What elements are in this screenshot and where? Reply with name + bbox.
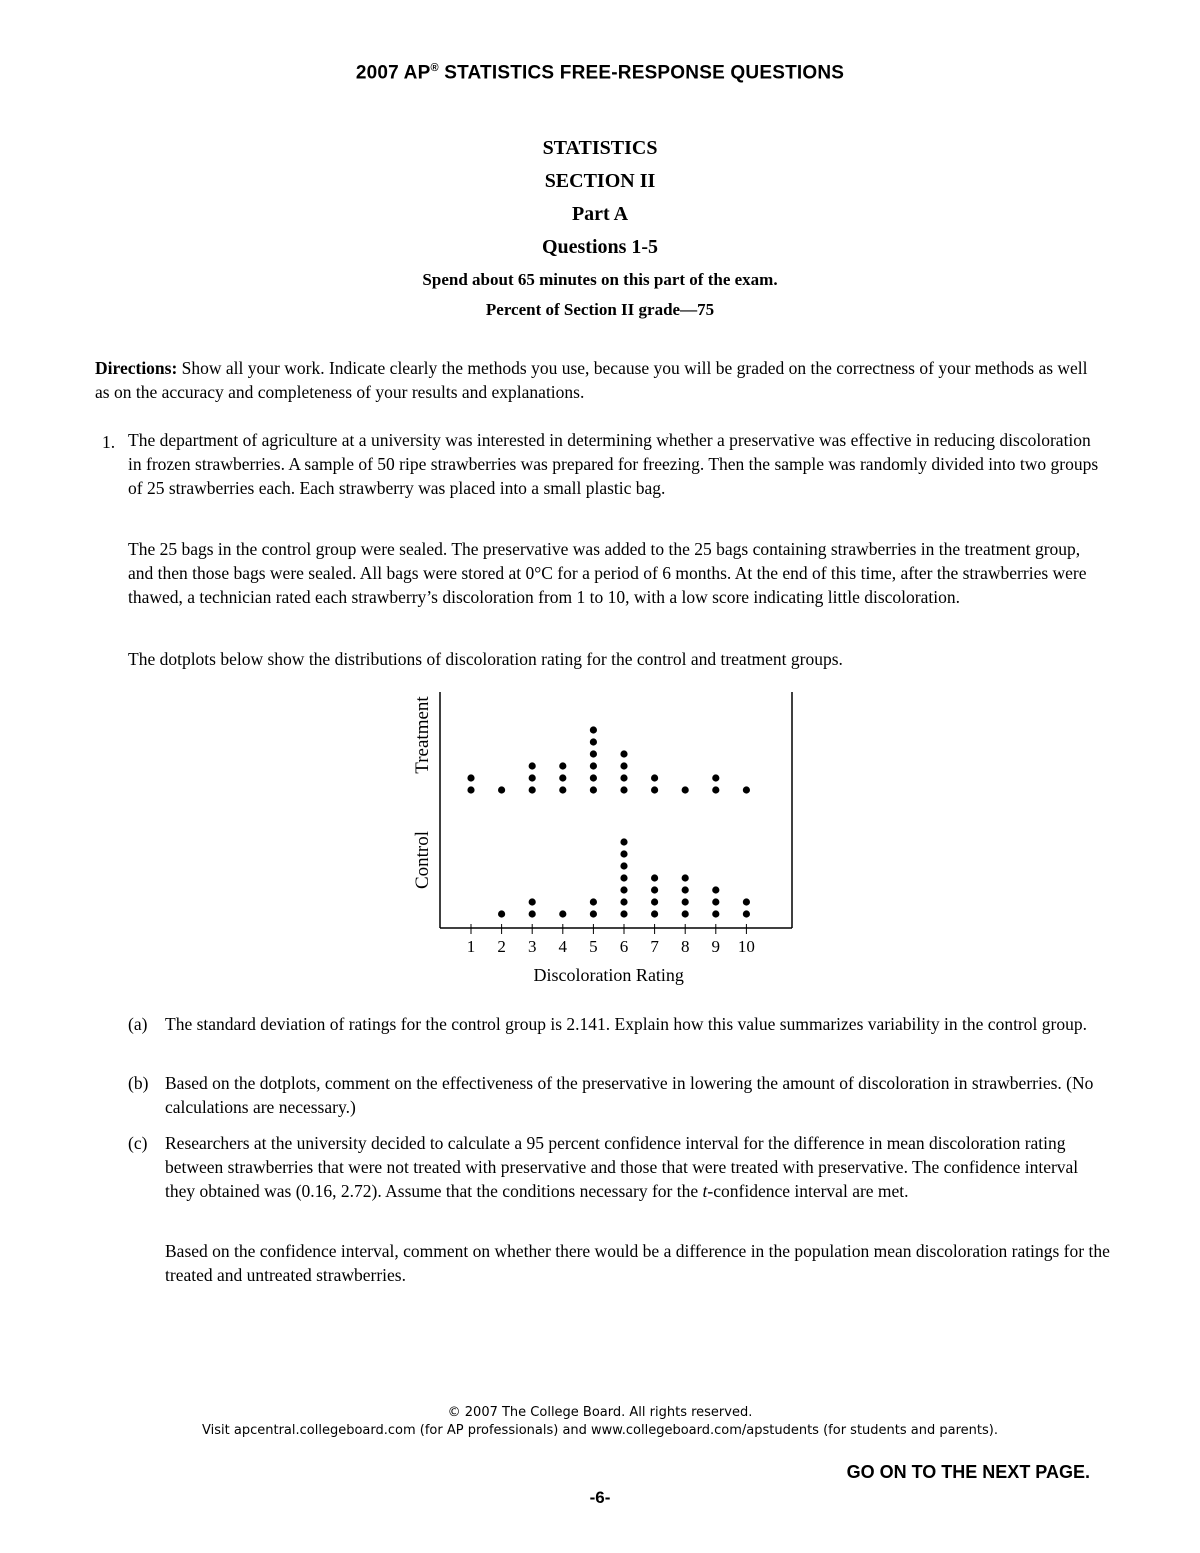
treatment-dot xyxy=(529,762,536,769)
section-title: SECTION II xyxy=(544,170,656,192)
treatment-dot xyxy=(559,774,566,781)
treatment-dot xyxy=(682,786,689,793)
next-page-notice: GO ON TO THE NEXT PAGE. xyxy=(846,1462,1090,1482)
control-dot xyxy=(620,862,627,869)
part-c-text-1 xyxy=(165,1131,1110,1203)
part-c-text-1-post: -confidence interval are met. xyxy=(707,1181,909,1201)
treatment-dot xyxy=(620,762,627,769)
treatment-dot xyxy=(620,774,627,781)
control-dot xyxy=(620,910,627,917)
part-c-text-2: Based on the confidence interval, comment on whether there would be a difference in the population mean discoloration ratings for the treated and untreated strawberries. xyxy=(165,1241,1110,1285)
treatment-dot xyxy=(590,738,597,745)
visit-note: Visit apcentral.collegeboard.com (for AP professionals) and www.collegeboard.com/apstudents (for students and parents). xyxy=(202,1423,998,1438)
control-dot xyxy=(590,898,597,905)
x-tick-label: 5 xyxy=(589,937,598,956)
treatment-dot xyxy=(590,762,597,769)
control-dot xyxy=(712,898,719,905)
control-dot xyxy=(620,898,627,905)
control-dot xyxy=(529,898,536,905)
header-title-prefix: 2007 AP xyxy=(355,62,431,84)
control-dot xyxy=(712,886,719,893)
control-dot xyxy=(529,910,536,917)
treatment-dot xyxy=(590,774,597,781)
control-dot xyxy=(651,886,658,893)
control-dot xyxy=(651,910,658,917)
control-dot xyxy=(743,910,750,917)
t-symbol: t xyxy=(702,1181,708,1201)
part-a-text: The standard deviation of ratings for the control group is 2.141. Explain how this value summarizes variability in the control group. xyxy=(165,1014,1087,1034)
treatment-dot xyxy=(712,786,719,793)
treatment-dot xyxy=(712,774,719,781)
x-axis-label: Discoloration Rating xyxy=(533,965,684,985)
control-dot xyxy=(682,910,689,917)
question-paragraph-1: The department of agriculture at a university was interested in determining whether a preservative was effective in reducing discoloration in frozen strawberries. A sample of 50 ripe strawberries was prepared for freezing. Then the sample was randomly divided into two groups of 25 strawberries each. Each strawberry was placed into a small plastic bag. xyxy=(128,430,1099,498)
x-tick-label: 2 xyxy=(497,937,506,956)
treatment-dot xyxy=(590,786,597,793)
page-number: -6- xyxy=(589,1488,611,1507)
group-label-treatment: Treatment xyxy=(412,696,433,774)
question-paragraph-3: The dotplots below show the distributions of discoloration rating for the control and treatment groups. xyxy=(128,649,843,669)
treatment-dot xyxy=(498,786,505,793)
percent-note: Percent of Section II grade—75 xyxy=(485,300,715,319)
copyright: © 2007 The College Board. All rights reserved. xyxy=(447,1405,753,1420)
control-dot xyxy=(682,898,689,905)
treatment-dot xyxy=(590,726,597,733)
control-dot xyxy=(620,850,627,857)
treatment-dot xyxy=(467,774,474,781)
directions-label: Directions: xyxy=(95,358,178,378)
question-paragraph-2: The 25 bags in the control group were sealed. The preservative was added to the 25 bags containing strawberries in the treatment group, and then those bags were sealed. All bags were stored at 0°C for a period of 6 months. At the end of this time, after the strawberries were thawed, a technician rated each strawberry’s discoloration from 1 to 10, with a low score indicating little discoloration. xyxy=(128,539,1087,607)
directions xyxy=(95,356,1105,404)
control-dot xyxy=(682,886,689,893)
treatment-dot xyxy=(559,786,566,793)
control-dot xyxy=(620,886,627,893)
header-title-suffix: STATISTICS FREE-RESPONSE QUESTIONS xyxy=(438,62,845,84)
dotplot-chart xyxy=(395,680,805,990)
control-dot xyxy=(651,874,658,881)
control-dot xyxy=(743,898,750,905)
control-dot xyxy=(498,910,505,917)
x-tick-label: 10 xyxy=(737,937,755,956)
group-label-control: Control xyxy=(412,830,433,890)
control-dot xyxy=(559,910,566,917)
part-title: Part A xyxy=(571,203,629,225)
treatment-dot xyxy=(743,786,750,793)
treatment-dot xyxy=(529,774,536,781)
x-tick-label: 9 xyxy=(711,937,721,956)
part-b-label: (b) xyxy=(128,1073,149,1093)
x-tick-label: 7 xyxy=(650,937,659,956)
treatment-dot xyxy=(590,750,597,757)
control-dot xyxy=(682,874,689,881)
footer-copyright-block xyxy=(0,1404,1200,1440)
plot-frame xyxy=(412,692,792,985)
question-number: 1. xyxy=(102,432,116,452)
time-note: Spend about 65 minutes on this part of the exam. xyxy=(422,270,778,289)
x-tick-label: 6 xyxy=(619,937,629,956)
treatment-dot xyxy=(559,762,566,769)
part-a-label: (a) xyxy=(128,1014,148,1034)
x-tick-label: 4 xyxy=(558,937,568,956)
part-b-text: Based on the dotplots, comment on the effectiveness of the preservative in lowering the amount of discoloration in strawberries. (No calculations are necessary.) xyxy=(165,1073,1094,1117)
part-c-label: (c) xyxy=(128,1133,148,1153)
x-tick-label: 3 xyxy=(527,937,537,956)
x-tick-label: 1 xyxy=(466,937,476,956)
questions-title: Questions 1-5 xyxy=(541,236,659,258)
subject-title: STATISTICS xyxy=(542,137,658,159)
control-dot xyxy=(590,910,597,917)
directions-text: Show all your work. Indicate clearly the methods you use, because you will be graded on the correctness of your methods as well as on the accuracy and completeness of your results and explanations. xyxy=(95,358,1088,402)
x-tick-label: 8 xyxy=(680,937,690,956)
treatment-dot xyxy=(651,774,658,781)
treatment-dot xyxy=(651,786,658,793)
registered-mark: ® xyxy=(430,62,439,74)
control-dot xyxy=(620,838,627,845)
treatment-dot xyxy=(529,786,536,793)
dotplot-marks xyxy=(467,726,750,917)
control-dot xyxy=(620,874,627,881)
treatment-dot xyxy=(467,786,474,793)
control-dot xyxy=(712,910,719,917)
treatment-dot xyxy=(620,786,627,793)
control-dot xyxy=(651,898,658,905)
treatment-dot xyxy=(620,750,627,757)
running-header xyxy=(0,62,1200,84)
part-c-text-1-pre: Researchers at the university decided to calculate a 95 percent confidence interval for the difference in mean discoloration rating between strawberries that were not treated with preservative and those that were treated with preservative. The confidence interval they obtained was (0.16, 2.72). Assume that the conditions necessary for the xyxy=(165,1133,1079,1201)
